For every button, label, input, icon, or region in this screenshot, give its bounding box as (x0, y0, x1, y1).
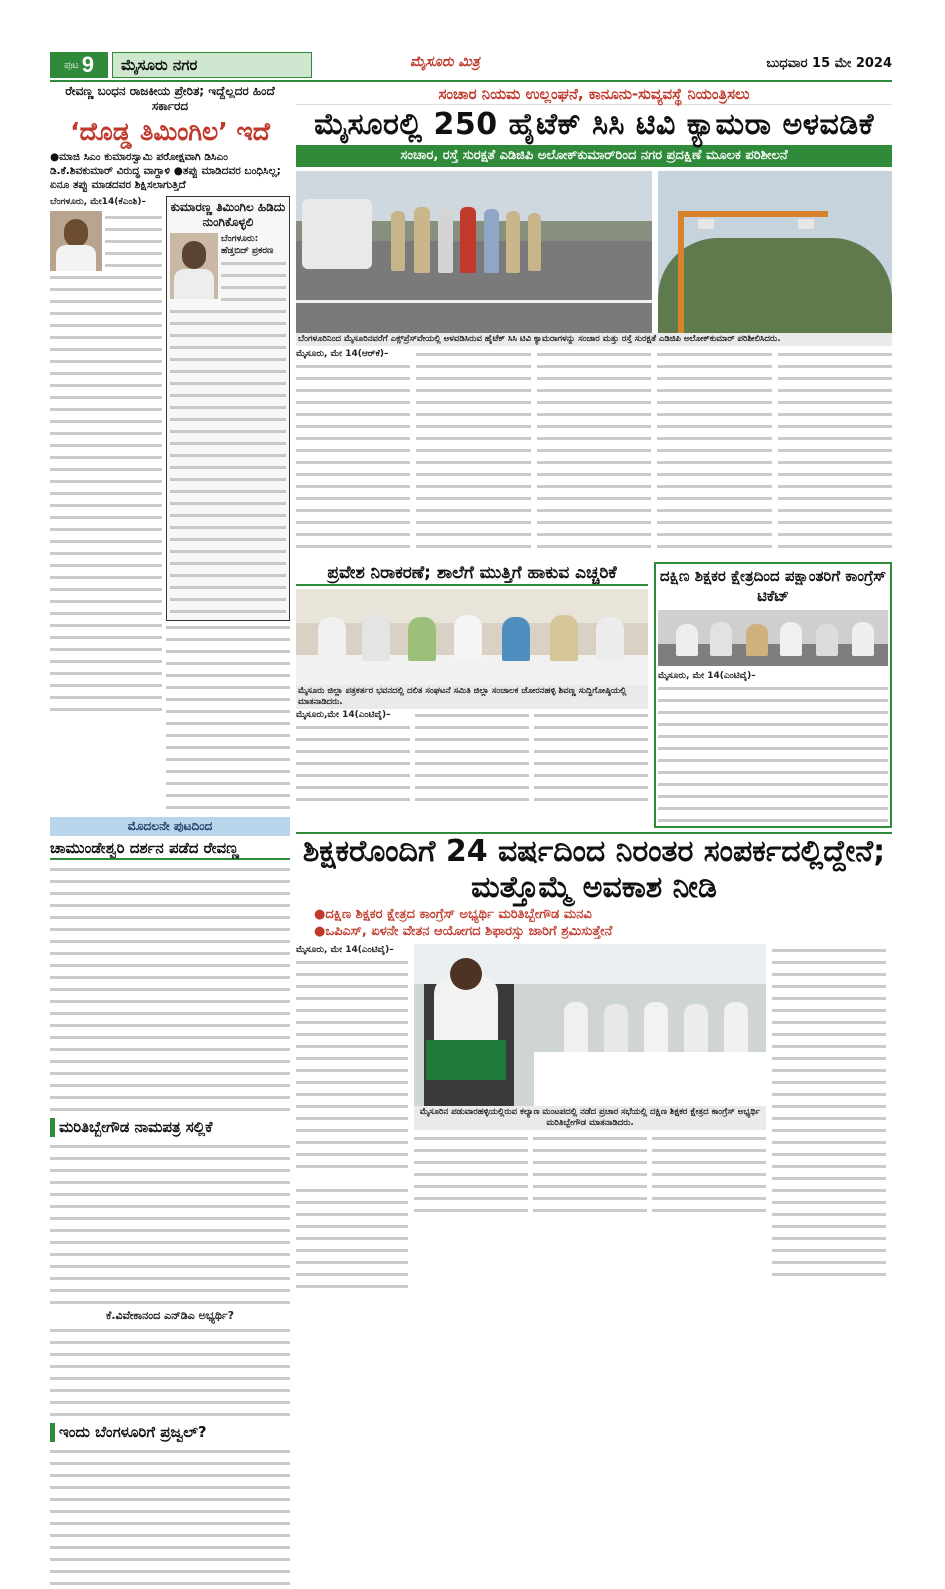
story2 (296, 562, 648, 828)
story3-dateline: ಮೈಸೂರು, ಮೇ 14(ಎಂಟಿವೈ)– (658, 671, 756, 681)
story4-dateline: ಮೈಸೂರು, ಮೇ 14(ಎಂಟಿವೈ)– (296, 945, 394, 955)
story3 (654, 562, 892, 828)
left-bullets: ●ಮಾಜಿ ಸಿಎಂ ಕುಮಾರಸ್ವಾಮಿ ಪರೋಕ್ಷವಾಗಿ ಡಿಸಿಎಂ ಡಿ.ಕೆ.ಶಿವಕುಮಾರ್ ವಿರುದ್ಧ ವಾಗ್ದಾಳಿ ●ತಪ್ಪು ಮಾಡಿದವರ ಬಂಧಿಸಿಲ್ಲ; ಏನೂ ತಪ್ಪು ಮಾಡದವರ ಶಿಕ್ಷಿಸಲಾಗುತ್ತಿದೆ (50, 151, 281, 191)
story2-dateline: ಮೈಸೂರು,ಮೇ 14(ಎಂಟಿವೈ)– (296, 710, 391, 720)
left-headline: ‘ದೊಡ್ಡ ತಿಮಿಂಗಿಲ’ ಇದೆ (70, 117, 270, 146)
kumaraswamy-photo (50, 211, 102, 271)
continued-bar: ಮೊದಲನೇ ಪುಟದಿಂದ (50, 817, 290, 836)
officials-road-photo (296, 171, 652, 333)
story4-bullet-1: ●ದಕ್ಷಿಣ ಶಿಕ್ಷಕರ ಕ್ಷೇತ್ರದ ಕಾಂಗ್ರೆಸ್ ಅಭ್ಯರ್ಥಿ ಮರಿತಿಬ್ಬೇಗೌಡ ಮನವಿ (314, 907, 592, 922)
left-kicker: ರೇವಣ್ಣ ಬಂಧನ ರಾಜಕೀಯ ಪ್ರೇರಿತ; ಇದ್ದೆಲ್ಲದರ ಹಿಂದೆ ಸರ್ಕಾರದ (65, 84, 275, 113)
masthead-rule (50, 80, 892, 82)
left-subhead-2: ಮರಿತಿಬ್ಬೇಗೌಡ ನಾಮಪತ್ರ ಸಲ್ಲಿಕೆ (50, 1118, 290, 1137)
inset-box (166, 196, 290, 621)
paper-name: ಮೈಸೂರು ಮಿತ್ರ (410, 54, 480, 70)
page-label: ಪುಟ (64, 59, 79, 71)
issue-date: ಬುಧವಾರ 15 ಮೇ 2024 (766, 56, 892, 71)
story4-bullet-2: ●ಒಪಿಎಸ್, ಏಳನೇ ವೇತನ ಆಯೋಗದ ಶಿಫಾರಸ್ಸು ಜಾರಿಗೆ ಶ್ರಮಿಸುತ್ತೇನೆ (314, 924, 613, 939)
inset-headline: ಕುಮಾರಣ್ಣ ತಿಮಿಂಗಿಲ ಹಿಡಿದು ನುಂಗಿಕೊಳ್ಳಲಿ (170, 200, 286, 229)
story4-caption: ಮೈಸೂರಿನ ಪಡುವಾರಹಳ್ಳಿಯಲ್ಲಿರುವ ಕಲ್ಯಾಣ ಮಂಟಪದಲ್ಲಿ ನಡೆದ ಪ್ರಚಾರ ಸಭೆಯಲ್ಲಿ ದಕ್ಷಿಣ ಶಿಕ್ಷಕರ ಕ್ಷೇತ್ರದ ಕಾಂಗ್ರೆಸ್ ಅಭ್ಯರ್ಥಿ ಮರಿತಿಬ್ಬೇಗೌಡ ಮಾತನಾಡಿದರು. (414, 1106, 766, 1130)
story4 (296, 832, 892, 1304)
teachers-meeting-photo (658, 610, 888, 666)
top-dateline: ಮೈಸೂರು, ಮೇ 14(ಆರ್‌ಕೆ)– (296, 349, 389, 359)
masthead (50, 52, 892, 78)
story3-headline: ದಕ್ಷಿಣ ಶಿಕ್ಷಕರ ಕ್ಷೇತ್ರದಿಂದ ಪಕ್ಷಾಂತರಿಗೆ ಕಾಂಗ್ರೆಸ್ ಟಿಕೆಟ್ (659, 567, 887, 605)
right-block (296, 84, 892, 1304)
top-headline: ಮೈಸೂರಲ್ಲಿ 250 ಹೈಟೆಕ್ ಸಿಸಿ ಟಿವಿ ಕ್ಯಾಮರಾ ಅಳವಡಿಕೆ (314, 107, 874, 142)
page-number: 9 (81, 52, 94, 77)
page-number-badge (50, 52, 108, 78)
top-subhead: ಸಂಚಾರ, ರಸ್ತೆ ಸುರಕ್ಷತೆ ಎಡಿಜಿಪಿ ಅಲೋಕ್‌ಕುಮಾರ್‌ರಿಂದ ನಗರ ಪ್ರದಕ್ಷಿಣೆ ಮೂಲಕ ಪರಿಶೀಲನೆ (296, 145, 892, 167)
story4-headline: ಶಿಕ್ಷಕರೊಂದಿಗೆ 24 ವರ್ಷದಿಂದ ನಿರಂತರ ಸಂಪರ್ಕದಲ್ಲಿದ್ದೇನೆ; ಮತ್ತೊಮ್ಮೆ ಅವಕಾಶ ನೀಡಿ (302, 834, 886, 905)
left-column (50, 84, 290, 1441)
top-kicker: ಸಂಚಾರ ನಿಯಮ ಉಲ್ಲಂಘನೆ, ಕಾನೂನು-ಸುವ್ಯವಸ್ಥೆ ನಿಯಂತ್ರಿಸಲು (296, 84, 892, 105)
inset-dateline: ಬೆಂಗಳೂರು: ಹೆಡ್ತಬಿದ್ ಪ್ರಕರಣ (221, 234, 274, 256)
left-subhead-3: ಇಂದು ಬೆಂಗಳೂರಿಗೆ ಪ್ರಜ್ವಲ್? (50, 1423, 290, 1442)
left-dateline: ಬೆಂಗಳೂರು, ಮೇ14(ಕೆಎಂಶಿ)– (50, 197, 147, 207)
top-photo-caption: ಬೆಂಗಳೂರಿನಿಂದ ಮೈಸೂರಿನವರೆಗೆ ಎಕ್ಸ್‌ಪ್ರೆಸ್‌ವೇಯಲ್ಲಿ ಅಳವಡಿಸಿರುವ ಹೈಟೆಕ್ ಸಿಸಿ ಟಿವಿ ಕ್ಯಾಮರಾಗಳನ್ನು ಸಂಚಾರ ಮತ್ತು ರಸ್ತೆ ಸುರಕ್ಷತೆ ಎಡಿಜಿಪಿ ಅಲೋಕ್‌ಕುಮಾರ್ ಪರಿಶೀಲಿಸಿದರು. (296, 333, 892, 346)
story2-caption: ಮೈಸೂರು ಜಿಲ್ಲಾ ಪತ್ರಕರ್ತರ ಭವನದಲ್ಲಿ ದಲಿತ ಸಂಘಟನೆ ಸಮಿತಿ ಜಿಲ್ಲಾ ಸಂಚಾಲಕ ಚೋರನಹಳ್ಳಿ ಶಿವಣ್ಣ ಸುದ್ದಿಗೋಷ್ಠಿಯಲ್ಲಿ ಮಾತನಾಡಿದರು. (296, 685, 648, 709)
left-byline: ಕೆ.ವಿವೇಕಾನಂದ ಎನ್‌ಡಿಎ ಅಭ್ಯರ್ಥಿ? (105, 1309, 235, 1322)
cctv-pole-photo (658, 171, 892, 333)
story2-headline: ಪ್ರವೇಶ ನಿರಾಕರಣೆ; ಶಾಲೆಗೆ ಮುತ್ತಿಗೆ ಹಾಕುವ ಎಚ್ಚರಿಕೆ (296, 562, 648, 586)
shivakumar-photo (170, 233, 218, 299)
press-meet-photo (296, 589, 648, 685)
candidate-speech-photo (414, 944, 766, 1106)
section-name: ಮೈಸೂರು ನಗರ (112, 52, 312, 78)
left-subhead-1: ಚಾಮುಂಡೇಶ್ವರಿ ದರ್ಶನ ಪಡೆದ ರೇವಣ್ಣ (50, 839, 290, 860)
